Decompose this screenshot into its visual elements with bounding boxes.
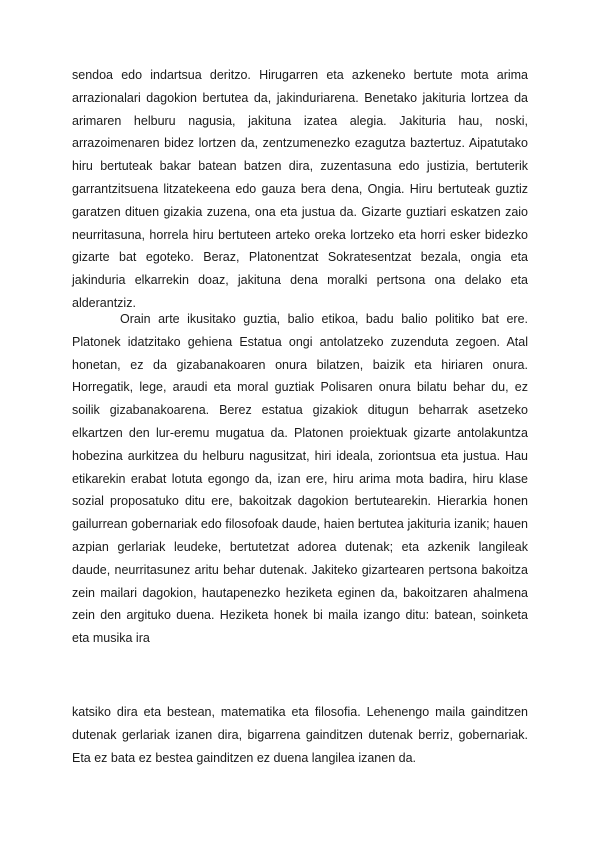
paragraph-education-continued: katsiko dira eta bestean, matematika eta filosofia. Lehenengo maila gainditzen dutenak gerlariak izanen dira, bigarrena gainditzen dutenak berriz, gobernariak. Eta ez bata ez bestea gainditzen ez duena langilea izanen da. [72, 705, 528, 765]
paragraph-virtues: sendoa edo indartsua deritzo. Hirugarren eta azkeneko bertute mota arima arrazionalari dagokion bertutea da, jakinduriarena. Benetako jakituria lortzea da arimaren helburu nagusia, jakituna izatea alegia. Jakituria hau, noski, arrazoimenaren bidez lortzen da, zentzumenezko ezagutza baztertuz. Aipatutako hiru bertuteak bakar batean batzen dira, zuzentasuna edo justizia, bertuterik garrantzitsuena litzatekeena edo gauza bera dena, Ongia. Hiru bertuteak guztiz garatzen dituen gizakia zuzena, ona eta justua da. Gizarte guztiari eskatzen zaio neurritasuna, horrela hiru bertuteen arteko oreka lortzeko eta horri esker bidezko gizarte bat egoteko. Beraz, Platonentzat Sokratesentzat bezala, ongia eta jakinduria elkarrekin doaz, jakituna dena moralki pertsona ona delako eta alderantziz. [72, 68, 528, 310]
paragraph-politics: Orain arte ikusitako guztia, balio etikoa, badu balio politiko bat ere. Platonek idatzitako gehiena Estatua ongi antolatzeko zuzenduta zegoen. Atal honetan, ez da gizabanakoaren onura bilatzen, baizik eta hiriaren onura. Horregatik, lege, araudi eta moral guztiak Polisaren onura bilatu behar du, ez soilik gizabanakoarena. Berez estatua gizakiok ditugun beharrak asetzeko elkartzen den lur-eremu mugatua da. Platonen proiektuak gizarte antolakuntza hobezina aurkitzea du helburu nagusitzat, hiri ideala, zoriontsua eta justua. Hau etikarekin erabat lotuta egongo da, izan ere, hiru arima mota badira, hiru klase sozial proposatuko ditu ere, bakoitzak dagokion bertutearekin. Hierarkia honen gailurrean gobernariak edo filosofoak daude, haien bertutea jakituria izanik; hauen azpian gerlariak leudeke, bertutetzat adorea dutenak; eta azkenik langileak daude, neurritasunez aritu behar dutenak. Jakiteko gizartearen pertsona bakoitza zein mailari dagokion, hautapenezko heziketa eginen da, bakoitzaren ahalmena zein den argituko duena. Heziketa honek bi maila izango ditu: batean, soinketa eta musika ira [72, 312, 528, 646]
